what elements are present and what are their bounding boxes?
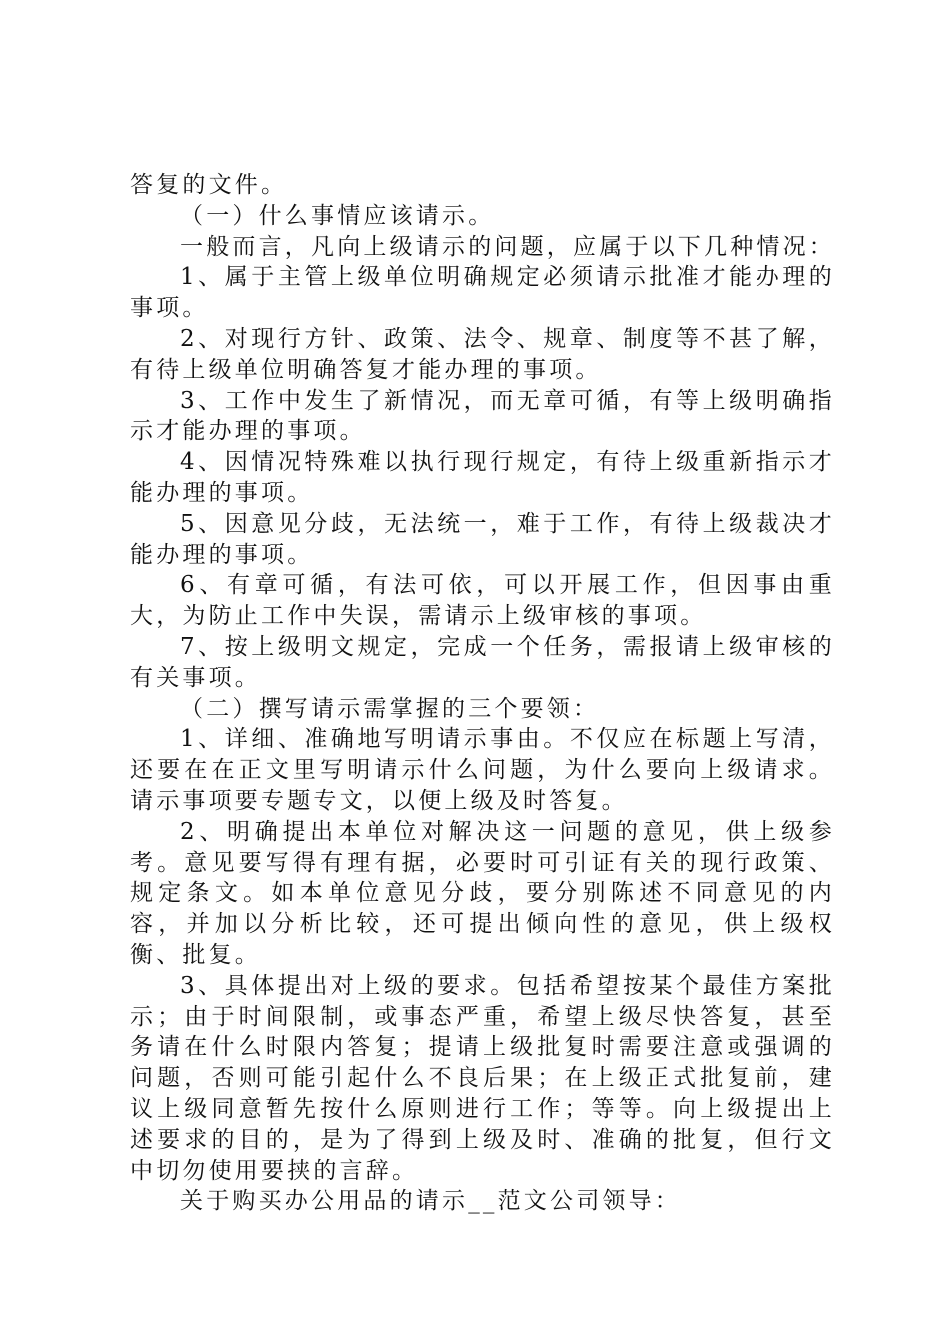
- paragraph-continuation: 答复的文件。: [130, 172, 288, 198]
- guideline-item-1: 1、详细、准确地写明请示事由。不仅应在标题上写清，还要在在正文里写明请示什么问题，为什么要向上级请求。请示事项要专题专文，以便上级及时答复。: [130, 726, 835, 814]
- section-heading-2: （二）撰写请示需掌握的三个要领：: [180, 695, 600, 722]
- list-item-5: 5、因意见分歧，无法统一，难于工作，有待上级裁决才能办理的事项。: [130, 510, 835, 568]
- sample-title-line: 关于购买办公用品的请示__范文公司领导：: [180, 1188, 681, 1215]
- list-item-6: 6、有章可循，有法可依，可以开展工作，但因事由重大，为防止工作中失误，需请示上级审核的事项。: [130, 572, 835, 630]
- list-item-4: 4、因情况特殊难以执行现行规定，有待上级重新指示才能办理的事项。: [130, 449, 835, 506]
- list-item-3: 3、工作中发生了新情况，而无章可循，有等上级明确指示才能办理的事项。: [130, 387, 835, 445]
- section-heading-1: （一）什么事情应该请示。: [180, 202, 495, 229]
- list-item-7: 7、按上级明文规定，完成一个任务，需报请上级审核的有关事项。: [130, 633, 835, 691]
- guideline-item-2: 2、明确提出本单位对解决这一问题的意见，供上级参考。意见要写得有理有据，必要时可引证有关的现行政策、规定条文。如本单位意见分歧，要分别陈述不同意见的内容，并加以分析比较，还可提出倾向性的意见，供上级权衡、批复。: [130, 818, 835, 968]
- list-item-2: 2、对现行方针、政策、法令、规章、制度等不甚了解，有待上级单位明确答复才能办理的事项。: [130, 325, 835, 383]
- paragraph-intro: 一般而言，凡向上级请示的问题，应属于以下几种情况：: [180, 233, 835, 260]
- list-item-1: 1、属于主管上级单位明确规定必须请示批准才能办理的事项。: [130, 264, 835, 322]
- guideline-item-3: 3、具体提出对上级的要求。包括希望按某个最佳方案批示；由于时间限制，或事态严重，希望上级尽快答复，甚至务请在什么时限内答复；提请上级批复时需要注意或强调的问题，否则可能引起什么不良后果；在上级正式批复前，建议上级同意暂先按什么原则进行工作；等等。向上级提出上述要求的目的，是为了得到上级及时、准确的批复，但行文中切勿使用要挟的言辞。: [130, 972, 835, 1184]
- document-body: [130, 170, 835, 1217]
